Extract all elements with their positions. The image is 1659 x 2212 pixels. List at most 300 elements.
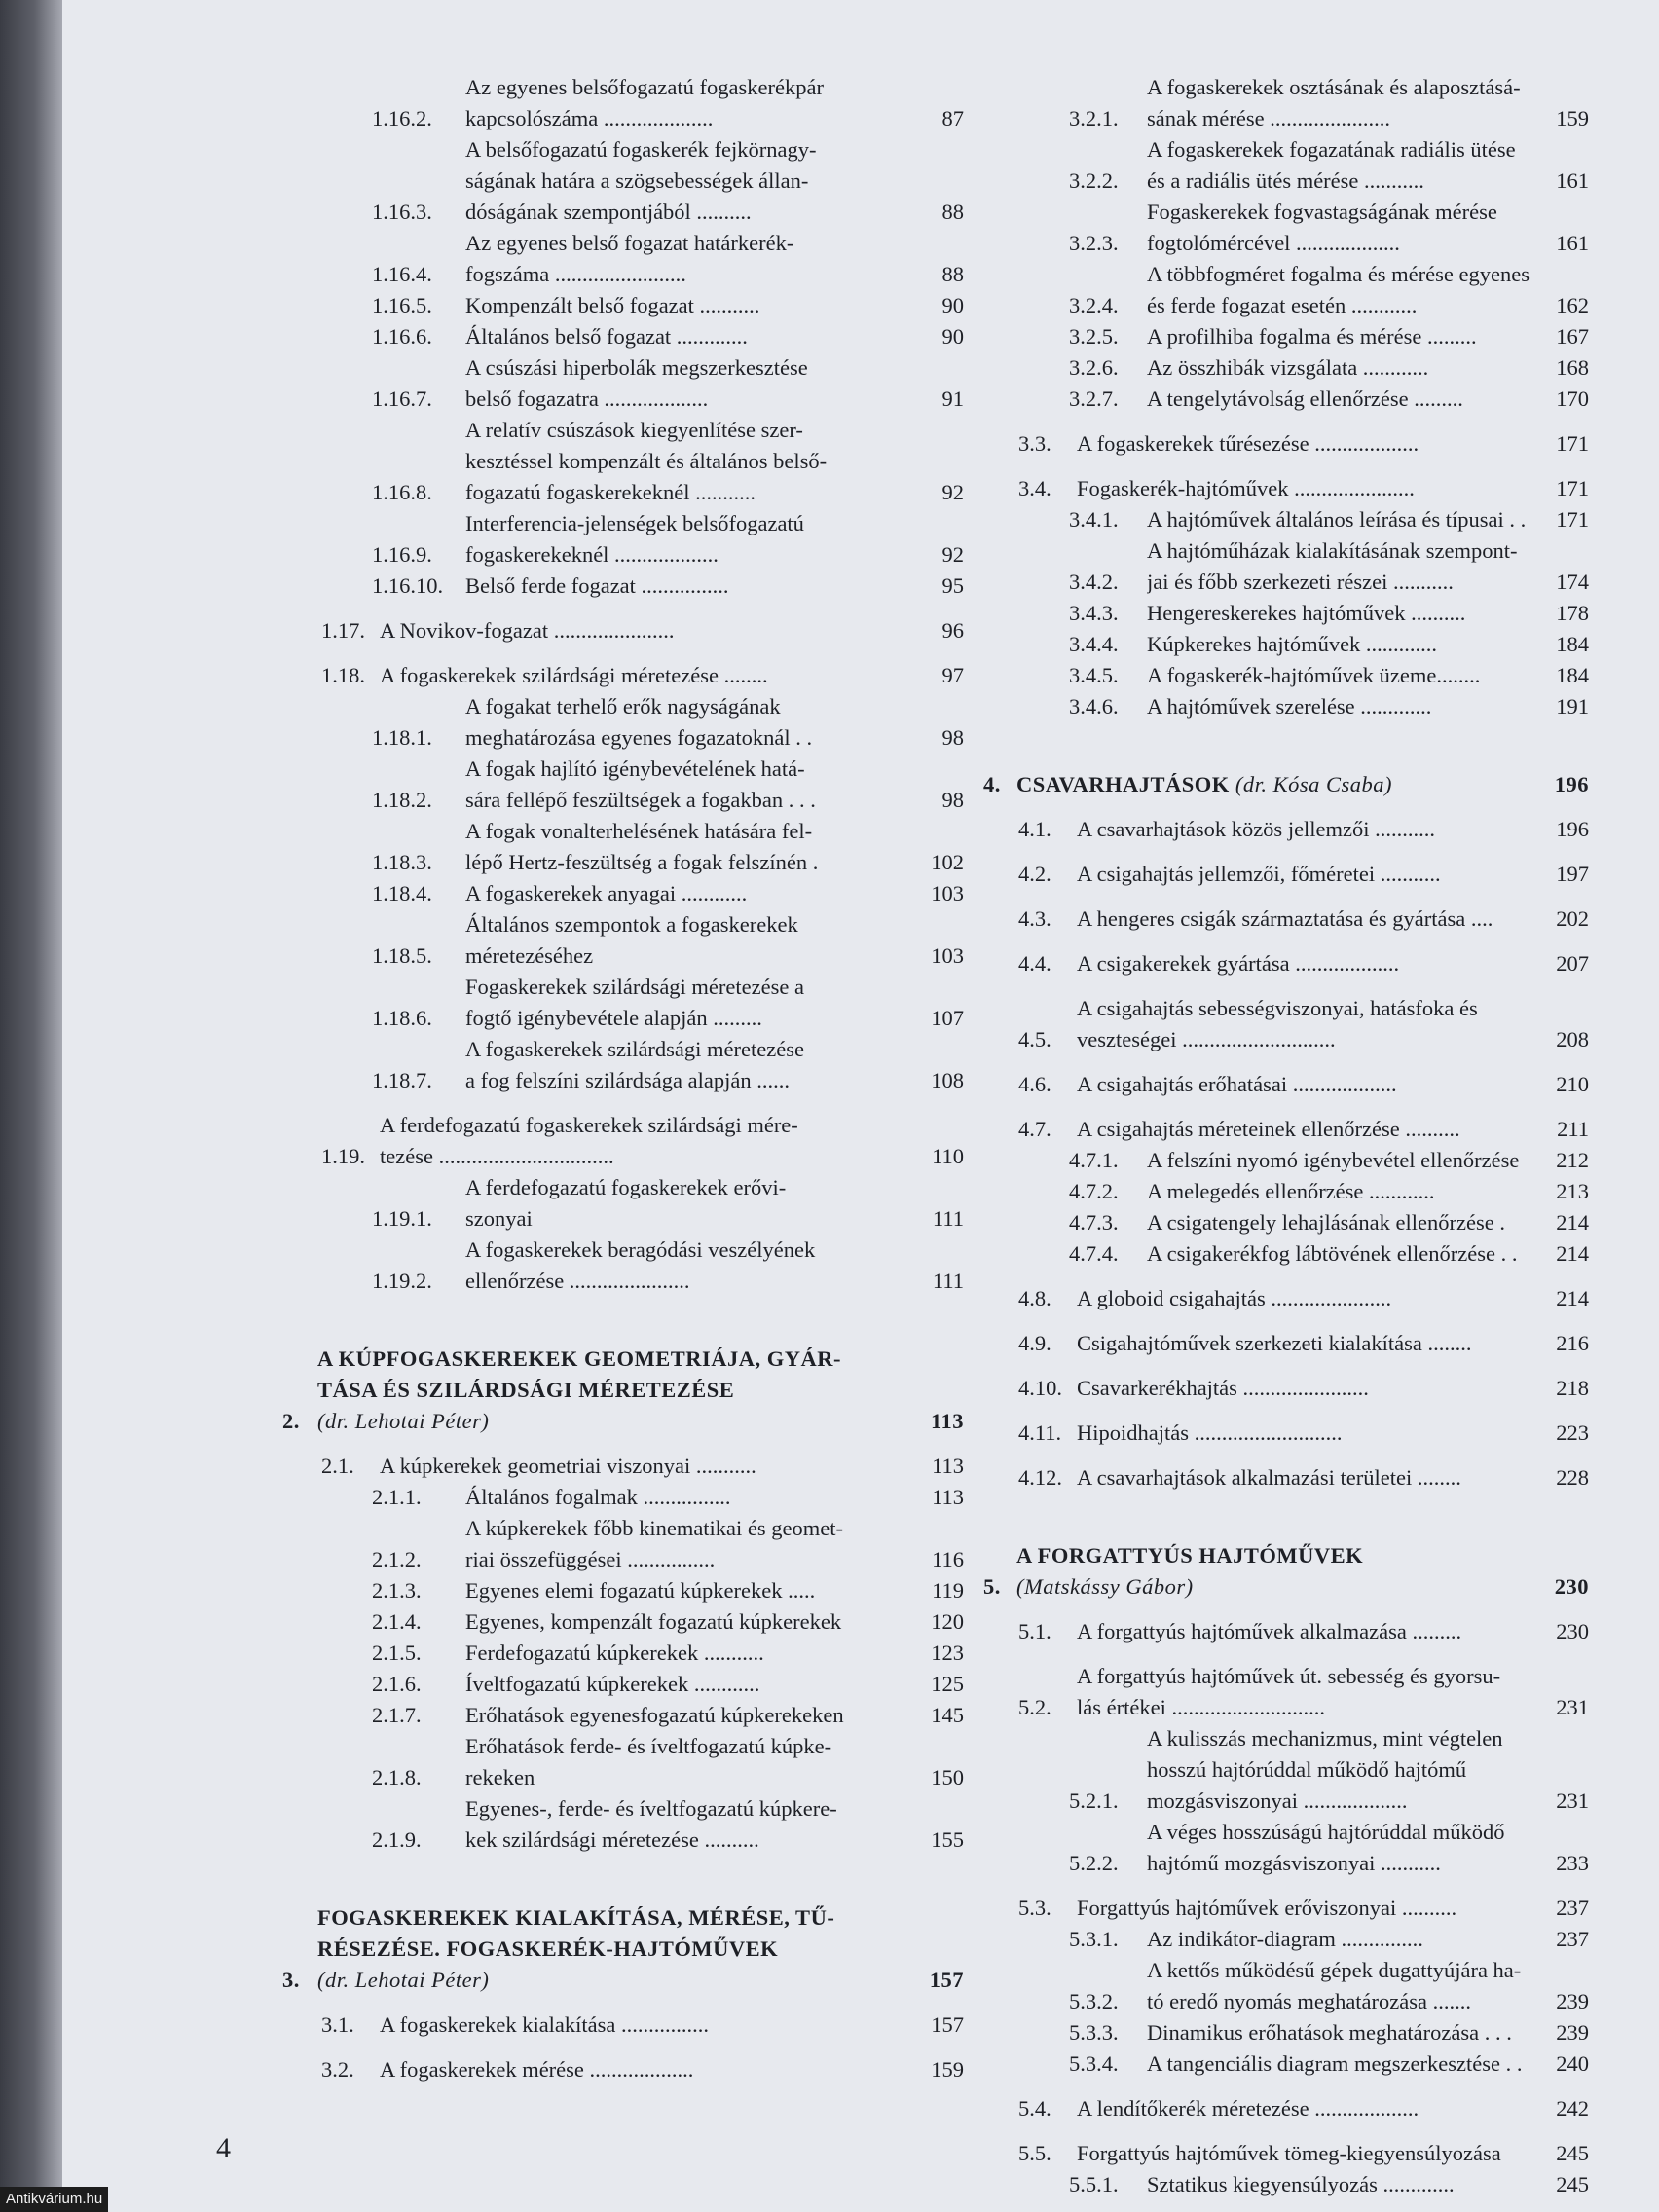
- toc-page-number: 159: [931, 2057, 964, 2082]
- toc-number: 2.1.1.: [372, 1485, 422, 1509]
- toc-title: [465, 290, 909, 321]
- toc-title: [1077, 1616, 1534, 1647]
- toc-page-number: 90: [941, 293, 964, 317]
- toc-page-number: 196: [1556, 817, 1589, 841]
- toc-page-number: 228: [1556, 1465, 1589, 1490]
- toc-title-line: FOGASKEREKEK KIALAKÍTÁSA, MÉRÉSE, TŰ-: [317, 1905, 835, 1930]
- toc-title: [1147, 1817, 1534, 1879]
- toc-entry: [282, 134, 964, 228]
- toc-title: [1147, 1238, 1534, 1270]
- toc-title-line: A felszíni nyomó igénybevétel ellenőrzése: [1147, 1148, 1520, 1172]
- toc-title-line: tezése ................................: [380, 1144, 614, 1168]
- toc-title-line: szonyai: [465, 1206, 533, 1231]
- toc-number: 2.1.5.: [372, 1641, 422, 1665]
- toc-number: 3.2.3.: [1069, 231, 1119, 255]
- toc-title: [1077, 473, 1534, 504]
- toc-author: (dr. Lehotai Péter): [317, 1968, 490, 1992]
- toc-title: [1147, 629, 1534, 660]
- toc-number: 2.1.6.: [372, 1672, 422, 1696]
- toc-number: 3.2.5.: [1069, 324, 1119, 349]
- toc-number: 5.2.2.: [1069, 1851, 1119, 1875]
- toc-entry: [983, 691, 1589, 722]
- toc-title-line: Általános fogalmak ................: [465, 1485, 731, 1509]
- toc-title-line: veszteségei ............................: [1077, 1027, 1336, 1051]
- toc-page-number: 245: [1556, 2141, 1589, 2165]
- toc-number: 4.5.: [1018, 1027, 1051, 1051]
- toc-entry: [983, 1924, 1589, 1955]
- toc-page-number: 167: [1556, 324, 1589, 349]
- toc-title-line: Kúpkerekes hajtóművek .............: [1147, 632, 1438, 656]
- toc-title: [1077, 2093, 1534, 2124]
- toc-entry: [282, 1669, 964, 1700]
- toc-title-line: fogazatú fogaskerekeknél ...........: [465, 480, 756, 504]
- toc-title-line: A tengelytávolság ellenőrzése .........: [1147, 387, 1463, 411]
- toc-entry: [983, 660, 1589, 691]
- toc-title-line: A többfogméret fogalma és mérése egyenes: [1147, 262, 1530, 286]
- toc-number: 3.2.4.: [1069, 293, 1119, 317]
- toc-title-line: lás értékei ............................: [1077, 1695, 1325, 1719]
- toc-entry: [282, 1344, 964, 1437]
- toc-title-line: fogaskerekeknél ...................: [465, 542, 719, 567]
- toc-entry: [282, 1110, 964, 1172]
- toc-page-number: 184: [1556, 663, 1589, 687]
- toc-title-line: Csavarkerékhajtás .......................: [1077, 1376, 1369, 1400]
- toc-title-line: belső fogazatra ...................: [465, 387, 709, 411]
- toc-title: [465, 415, 909, 508]
- toc-entry: [983, 2138, 1589, 2169]
- toc-page-number: 178: [1556, 601, 1589, 625]
- toc-number: 5.: [983, 1574, 1001, 1599]
- toc-page-number: 216: [1556, 1331, 1589, 1355]
- toc-entry: [983, 384, 1589, 415]
- toc-title: [465, 571, 909, 602]
- toc-title: [465, 1606, 909, 1638]
- toc-page-number: 237: [1556, 1896, 1589, 1920]
- toc-page-number: 171: [1556, 476, 1589, 500]
- toc-number: 5.2.: [1018, 1695, 1051, 1719]
- toc-page-number: 123: [931, 1641, 964, 1665]
- toc-number: 4.7.4.: [1069, 1241, 1119, 1266]
- toc-title-line: rekeken: [465, 1765, 535, 1789]
- toc-title: [465, 878, 909, 909]
- toc-title-line: A lendítőkerék méretezése ...................: [1077, 2096, 1419, 2120]
- toc-number: 1.16.7.: [372, 387, 432, 411]
- toc-page-number: 239: [1556, 1989, 1589, 2013]
- toc-entry: [983, 1661, 1589, 1723]
- toc-number: 2.1.7.: [372, 1703, 422, 1727]
- toc-page-number: 95: [941, 573, 964, 598]
- toc-number: 3.4.5.: [1069, 663, 1119, 687]
- toc-left-column: [282, 72, 964, 2085]
- toc-title: [1077, 1893, 1534, 1924]
- toc-page-number: 111: [932, 1269, 964, 1293]
- toc-title: [1147, 72, 1534, 134]
- toc-entry: [983, 1723, 1589, 1817]
- toc-number: 4.8.: [1018, 1286, 1051, 1310]
- toc-entry: [983, 1176, 1589, 1207]
- toc-number: 4.6.: [1018, 1072, 1051, 1096]
- toc-title-line: Az indikátor-diagram ...............: [1147, 1927, 1423, 1951]
- toc-title-line: kapcsolószáma ....................: [465, 106, 714, 130]
- toc-title-line: A csigahajtás jellemzői, főméretei ...........: [1077, 862, 1441, 886]
- toc-page-number: 230: [1556, 1619, 1589, 1643]
- toc-number: 4.9.: [1018, 1331, 1051, 1355]
- toc-page-number: 208: [1556, 1027, 1589, 1051]
- toc-page-number: 119: [932, 1578, 964, 1603]
- toc-entry: [282, 2054, 964, 2085]
- toc-title: [1147, 384, 1534, 415]
- toc-page-number: 157: [931, 2012, 964, 2037]
- toc-entry: [983, 1207, 1589, 1238]
- toc-title: [1147, 197, 1534, 259]
- page-number: 4: [216, 2132, 231, 2164]
- toc-number: 5.3.4.: [1069, 2051, 1119, 2076]
- toc-page-number: 210: [1556, 1072, 1589, 1096]
- toc-page-number: 103: [931, 881, 964, 905]
- toc-title-line: Forgattyús hajtóművek tömeg-kiegyensúlyozása: [1077, 2141, 1501, 2165]
- toc-title: [1147, 2048, 1534, 2080]
- toc-entry: [983, 1114, 1589, 1145]
- toc-entry: [983, 535, 1589, 598]
- toc-title: [465, 508, 909, 571]
- toc-number: 1.18.6.: [372, 1006, 432, 1030]
- toc-number: 5.3.: [1018, 1896, 1051, 1920]
- toc-page-number: 211: [1557, 1117, 1589, 1141]
- toc-title-line: A forgattyús hajtóművek út. sebesség és gyorsu-: [1077, 1664, 1501, 1688]
- toc-entry: [983, 1540, 1589, 1603]
- toc-title-line: Dinamikus erőhatások meghatározása . . .: [1147, 2020, 1512, 2045]
- toc-title: [1077, 428, 1534, 460]
- toc-title: [380, 1451, 909, 1482]
- toc-page-number: 214: [1556, 1210, 1589, 1235]
- toc-title-line: A fogaskerekek kialakítása ................: [380, 2012, 710, 2037]
- toc-title: [465, 1235, 909, 1297]
- toc-title: [1147, 1145, 1534, 1176]
- toc-title: [1077, 1283, 1534, 1314]
- toc-page-number: 113: [930, 1409, 964, 1433]
- toc-number: 5.3.2.: [1069, 1989, 1119, 2013]
- toc-title-line: A fogaskerék-hajtóművek üzeme........: [1147, 663, 1481, 687]
- toc-title: [465, 1793, 909, 1856]
- toc-title-line: A melegedés ellenőrzése ............: [1147, 1179, 1435, 1203]
- toc-title-line: Fogaskerekek fogvastagságának mérése: [1147, 200, 1497, 224]
- toc-title-line: lépő Hertz-feszültség a fogak felszínén .: [465, 850, 819, 874]
- toc-page-number: 145: [931, 1703, 964, 1727]
- toc-number: 3.2.: [321, 2057, 354, 2082]
- toc-title: [465, 972, 909, 1034]
- toc-title-line: A fogak hajlító igénybevételének hatá-: [465, 756, 805, 781]
- toc-number: 4.3.: [1018, 906, 1051, 931]
- toc-page-number: 88: [941, 200, 964, 224]
- toc-title-line: Ferdefogazatú kúpkerekek ...........: [465, 1641, 764, 1665]
- toc-title-line: hosszú hajtórúddal működő hajtómű: [1147, 1757, 1467, 1782]
- toc-title: [1077, 1462, 1534, 1493]
- toc-entry: [983, 993, 1589, 1055]
- toc-entry: [282, 878, 964, 909]
- toc-title: [1147, 504, 1534, 535]
- toc-title-line: Hengereskerekes hajtóművek ..........: [1147, 601, 1466, 625]
- toc-title: [465, 909, 909, 972]
- toc-title-line: dóságának szempontjából ..........: [465, 200, 752, 224]
- toc-page-number: 171: [1556, 431, 1589, 456]
- toc-entry: [983, 1817, 1589, 1879]
- toc-entry: [983, 134, 1589, 197]
- toc-number: 3.3.: [1018, 431, 1051, 456]
- toc-entry: [282, 290, 964, 321]
- toc-title-line: és ferde fogazat esetén ............: [1147, 293, 1418, 317]
- toc-title: [1147, 1723, 1534, 1817]
- toc-number: 2.1.3.: [372, 1578, 422, 1603]
- toc-title-line: A véges hosszúságú hajtórúddal működő: [1147, 1820, 1505, 1844]
- toc-title-line: A csigakerékfog lábtövének ellenőrzése . .: [1147, 1241, 1518, 1266]
- toc-title: [465, 1700, 909, 1731]
- toc-number: 1.18.7.: [372, 1068, 432, 1092]
- toc-number: 1.16.9.: [372, 542, 432, 567]
- toc-title-line: A fogaskerekek osztásának és alaposztásá-: [1147, 75, 1521, 99]
- toc-title-line: A fogakat terhelő erők nagyságának: [465, 694, 781, 719]
- toc-title-line: A csigahajtás erőhatásai ...................: [1077, 1072, 1397, 1096]
- toc-number: 4.: [983, 772, 1001, 796]
- toc-entry: [983, 321, 1589, 352]
- toc-entry: [282, 1172, 964, 1235]
- toc-title: [465, 1513, 909, 1575]
- toc-title: [465, 691, 909, 754]
- toc-title-line: hajtómű mozgásviszonyai ...........: [1147, 1851, 1441, 1875]
- toc-number: 4.11.: [1018, 1420, 1062, 1445]
- toc-title: [1147, 134, 1534, 197]
- toc-page-number: 230: [1554, 1574, 1589, 1599]
- toc-number: 4.12.: [1018, 1465, 1062, 1490]
- toc-number: 2.: [282, 1409, 300, 1433]
- toc-title: [1077, 993, 1534, 1055]
- toc-title-line: tó eredő nyomás meghatározása .......: [1147, 1989, 1472, 2013]
- toc-page-number: 237: [1556, 1927, 1589, 1951]
- toc-page-number: 174: [1556, 570, 1589, 594]
- toc-title-line: A FORGATTYÚS HAJTÓMŰVEK: [1016, 1543, 1364, 1567]
- toc-number: 4.4.: [1018, 951, 1051, 976]
- toc-title-line: A forgattyús hajtóművek alkalmazása .........: [1077, 1619, 1462, 1643]
- toc-entry: [282, 352, 964, 415]
- toc-page-number: 207: [1556, 951, 1589, 976]
- toc-page-number: 116: [932, 1547, 964, 1571]
- toc-entry: [983, 1283, 1589, 1314]
- toc-entry: [282, 615, 964, 646]
- toc-page-number: 239: [1556, 2020, 1589, 2045]
- toc-title-line: A fogaskerekek beragódási veszélyének: [465, 1237, 816, 1262]
- toc-number: 1.16.2.: [372, 106, 432, 130]
- toc-title: [380, 660, 909, 691]
- toc-title-line: fogszáma ........................: [465, 262, 686, 286]
- toc-number: 4.7.3.: [1069, 1210, 1119, 1235]
- toc-title: [1147, 660, 1534, 691]
- toc-page-number: 98: [941, 725, 964, 750]
- toc-entry: [282, 72, 964, 134]
- toc-number: 1.16.6.: [372, 324, 432, 349]
- toc-page-number: 191: [1556, 694, 1589, 719]
- toc-number: 3.1.: [321, 2012, 354, 2037]
- toc-number: 2.1.2.: [372, 1547, 422, 1571]
- toc-number: 5.3.3.: [1069, 2020, 1119, 2045]
- toc-entry: [282, 754, 964, 816]
- toc-entry: [282, 1700, 964, 1731]
- toc-number: 3.4.4.: [1069, 632, 1119, 656]
- toc-number: 1.18.4.: [372, 881, 432, 905]
- toc-entry: [983, 1418, 1589, 1449]
- toc-number: 2.1.: [321, 1454, 354, 1478]
- toc-entry: [282, 660, 964, 691]
- toc-page-number: 231: [1556, 1788, 1589, 1813]
- toc-number: 1.16.5.: [372, 293, 432, 317]
- toc-entry: [983, 769, 1589, 800]
- toc-number: 3.4.: [1018, 476, 1051, 500]
- toc-title-line: A ferdefogazatú fogaskerekek erővi-: [465, 1175, 787, 1199]
- toc-page-number: 171: [1556, 507, 1589, 532]
- toc-title: [1147, 691, 1534, 722]
- toc-title-line: A profilhiba fogalma és mérése .........: [1147, 324, 1477, 349]
- toc-number: 3.2.6.: [1069, 355, 1119, 380]
- toc-number: 4.2.: [1018, 862, 1051, 886]
- toc-title-line: A ferdefogazatú fogaskerekek szilárdsági mére-: [380, 1113, 798, 1137]
- toc-entry: [282, 1034, 964, 1096]
- toc-page-number: 96: [941, 618, 964, 643]
- toc-title: [1077, 1328, 1534, 1359]
- toc-title: [1077, 859, 1534, 890]
- toc-page-number: 233: [1556, 1851, 1589, 1875]
- toc-title-line: a fog felszíni szilárdsága alapján ......: [465, 1068, 790, 1092]
- toc-number: 5.3.1.: [1069, 1927, 1119, 1951]
- toc-title-line: fogtolómércével ...................: [1147, 231, 1400, 255]
- toc-number: 4.7.2.: [1069, 1179, 1119, 1203]
- toc-title-line: A hajtóművek általános leírása és típusai . .: [1147, 507, 1527, 532]
- toc-title: [465, 72, 909, 134]
- toc-page-number: 91: [941, 387, 964, 411]
- toc-number: 4.1.: [1018, 817, 1051, 841]
- toc-title: [1077, 814, 1534, 845]
- toc-entry: [983, 1955, 1589, 2017]
- toc-title-line: A kettős működésű gépek dugattyújára ha-: [1147, 1958, 1522, 1982]
- toc-title-line: Csigahajtóművek szerkezeti kialakítása ........: [1077, 1331, 1472, 1355]
- toc-page-number: 170: [1556, 387, 1589, 411]
- toc-number: 3.2.2.: [1069, 168, 1119, 193]
- toc-entry: [983, 428, 1589, 460]
- toc-title: [380, 2009, 909, 2041]
- toc-title-line: A csúszási hiperbolák megszerkesztése: [465, 355, 808, 380]
- toc-number: 5.2.1.: [1069, 1788, 1119, 1813]
- toc-entry: [983, 629, 1589, 660]
- toc-entry: [282, 321, 964, 352]
- toc-title: [1147, 321, 1534, 352]
- toc-entry: [983, 504, 1589, 535]
- watermark: Antikvárium.hu: [0, 2187, 108, 2212]
- toc-title: [465, 1638, 909, 1669]
- toc-title-line: A globoid csigahajtás ......................: [1077, 1286, 1392, 1310]
- toc-page-number: 102: [931, 850, 964, 874]
- toc-title: [1147, 598, 1534, 629]
- toc-number: 1.19.2.: [372, 1269, 432, 1293]
- toc-number: 1.17.: [321, 618, 365, 643]
- toc-page-number: 159: [1556, 106, 1589, 130]
- toc-number: 1.18.5.: [372, 943, 432, 968]
- toc-title: [380, 615, 909, 646]
- toc-title-line: fogtő igénybevétele alapján .........: [465, 1006, 762, 1030]
- toc-title: [1147, 535, 1534, 598]
- toc-number: 2.1.9.: [372, 1827, 422, 1852]
- toc-title-line: RÉSEZÉSE. FOGASKERÉK-HAJTÓMŰVEK: [317, 1936, 779, 1961]
- toc-title: [465, 1482, 909, 1513]
- toc-title-line: A Novikov-fogazat ......................: [380, 618, 675, 643]
- toc-entry: [983, 1069, 1589, 1100]
- toc-number: 5.5.: [1018, 2141, 1051, 2165]
- toc-title-line: A kulisszás mechanizmus, mint végtelen: [1147, 1726, 1503, 1751]
- toc-title-line: Fogaskerekek szilárdsági méretezése a: [465, 975, 804, 999]
- toc-title: [1147, 2169, 1534, 2200]
- toc-title-line: A csigatengely lehajlásának ellenőrzése .: [1147, 1210, 1505, 1235]
- toc-title-line: sának mérése ......................: [1147, 106, 1390, 130]
- toc-title: [317, 1902, 909, 1996]
- toc-entry: [282, 1575, 964, 1606]
- toc-page-number: 157: [929, 1968, 964, 1992]
- toc-page-number: 214: [1556, 1241, 1589, 1266]
- toc-title-line: Fogaskerék-hajtóművek ......................: [1077, 476, 1415, 500]
- toc-entry: [983, 473, 1589, 504]
- toc-title-line: A fogaskerekek mérése ...................: [380, 2057, 694, 2082]
- toc-page-number: 103: [931, 943, 964, 968]
- toc-title: [465, 816, 909, 878]
- toc-number: 5.5.1.: [1069, 2172, 1119, 2196]
- toc-title-line: A fogaskerekek fogazatának radiális ütése: [1147, 137, 1516, 162]
- toc-entry: [983, 72, 1589, 134]
- toc-title: [1147, 1924, 1534, 1955]
- toc-entry: [282, 1793, 964, 1856]
- toc-number: 1.16.10.: [372, 573, 444, 598]
- toc-entry: [983, 1616, 1589, 1647]
- toc-title: [1147, 2017, 1534, 2048]
- toc-number: 3.4.6.: [1069, 694, 1119, 719]
- toc-title: [465, 134, 909, 228]
- toc-title-line: riai összefüggései ................: [465, 1547, 716, 1571]
- toc-title: [465, 1172, 909, 1235]
- toc-number: 4.7.: [1018, 1117, 1051, 1141]
- toc-title-line: Az egyenes belsőfogazatú fogaskerékpár: [465, 75, 824, 99]
- toc-title-line: A KÚPFOGASKEREKEK GEOMETRIÁJA, GYÁR-: [317, 1346, 842, 1371]
- toc-entry: [983, 1462, 1589, 1493]
- toc-title-line: meghatározása egyenes fogazatoknál . .: [465, 725, 813, 750]
- toc-entry: [282, 508, 964, 571]
- toc-entry: [983, 2048, 1589, 2080]
- toc-page-number: 150: [931, 1765, 964, 1789]
- toc-number: 1.16.8.: [372, 480, 432, 504]
- toc-page-number: 168: [1556, 355, 1589, 380]
- toc-entry: [983, 598, 1589, 629]
- toc-entry: [282, 2009, 964, 2041]
- toc-title-line: ellenőrzése ......................: [465, 1269, 690, 1293]
- toc-title: [1077, 1418, 1534, 1449]
- toc-number: 1.18.: [321, 663, 365, 687]
- toc-entry: [983, 814, 1589, 845]
- toc-title-line: sára fellépő feszültségek a fogakban . . .: [465, 788, 816, 812]
- toc-entry: [282, 1451, 964, 1482]
- toc-title: [465, 1669, 909, 1700]
- toc-title: [1077, 948, 1534, 979]
- toc-page-number: 197: [1556, 862, 1589, 886]
- toc-title-line: kek szilárdsági méretezése ..........: [465, 1827, 759, 1852]
- toc-title-line: Az egyenes belső fogazat határkerék-: [465, 231, 794, 255]
- toc-entry: [983, 1893, 1589, 1924]
- toc-page-number: 107: [931, 1006, 964, 1030]
- toc-number: 3.4.2.: [1069, 570, 1119, 594]
- toc-title-line: Az összhibák vizsgálata ............: [1147, 355, 1429, 380]
- toc-page-number: 92: [941, 542, 964, 567]
